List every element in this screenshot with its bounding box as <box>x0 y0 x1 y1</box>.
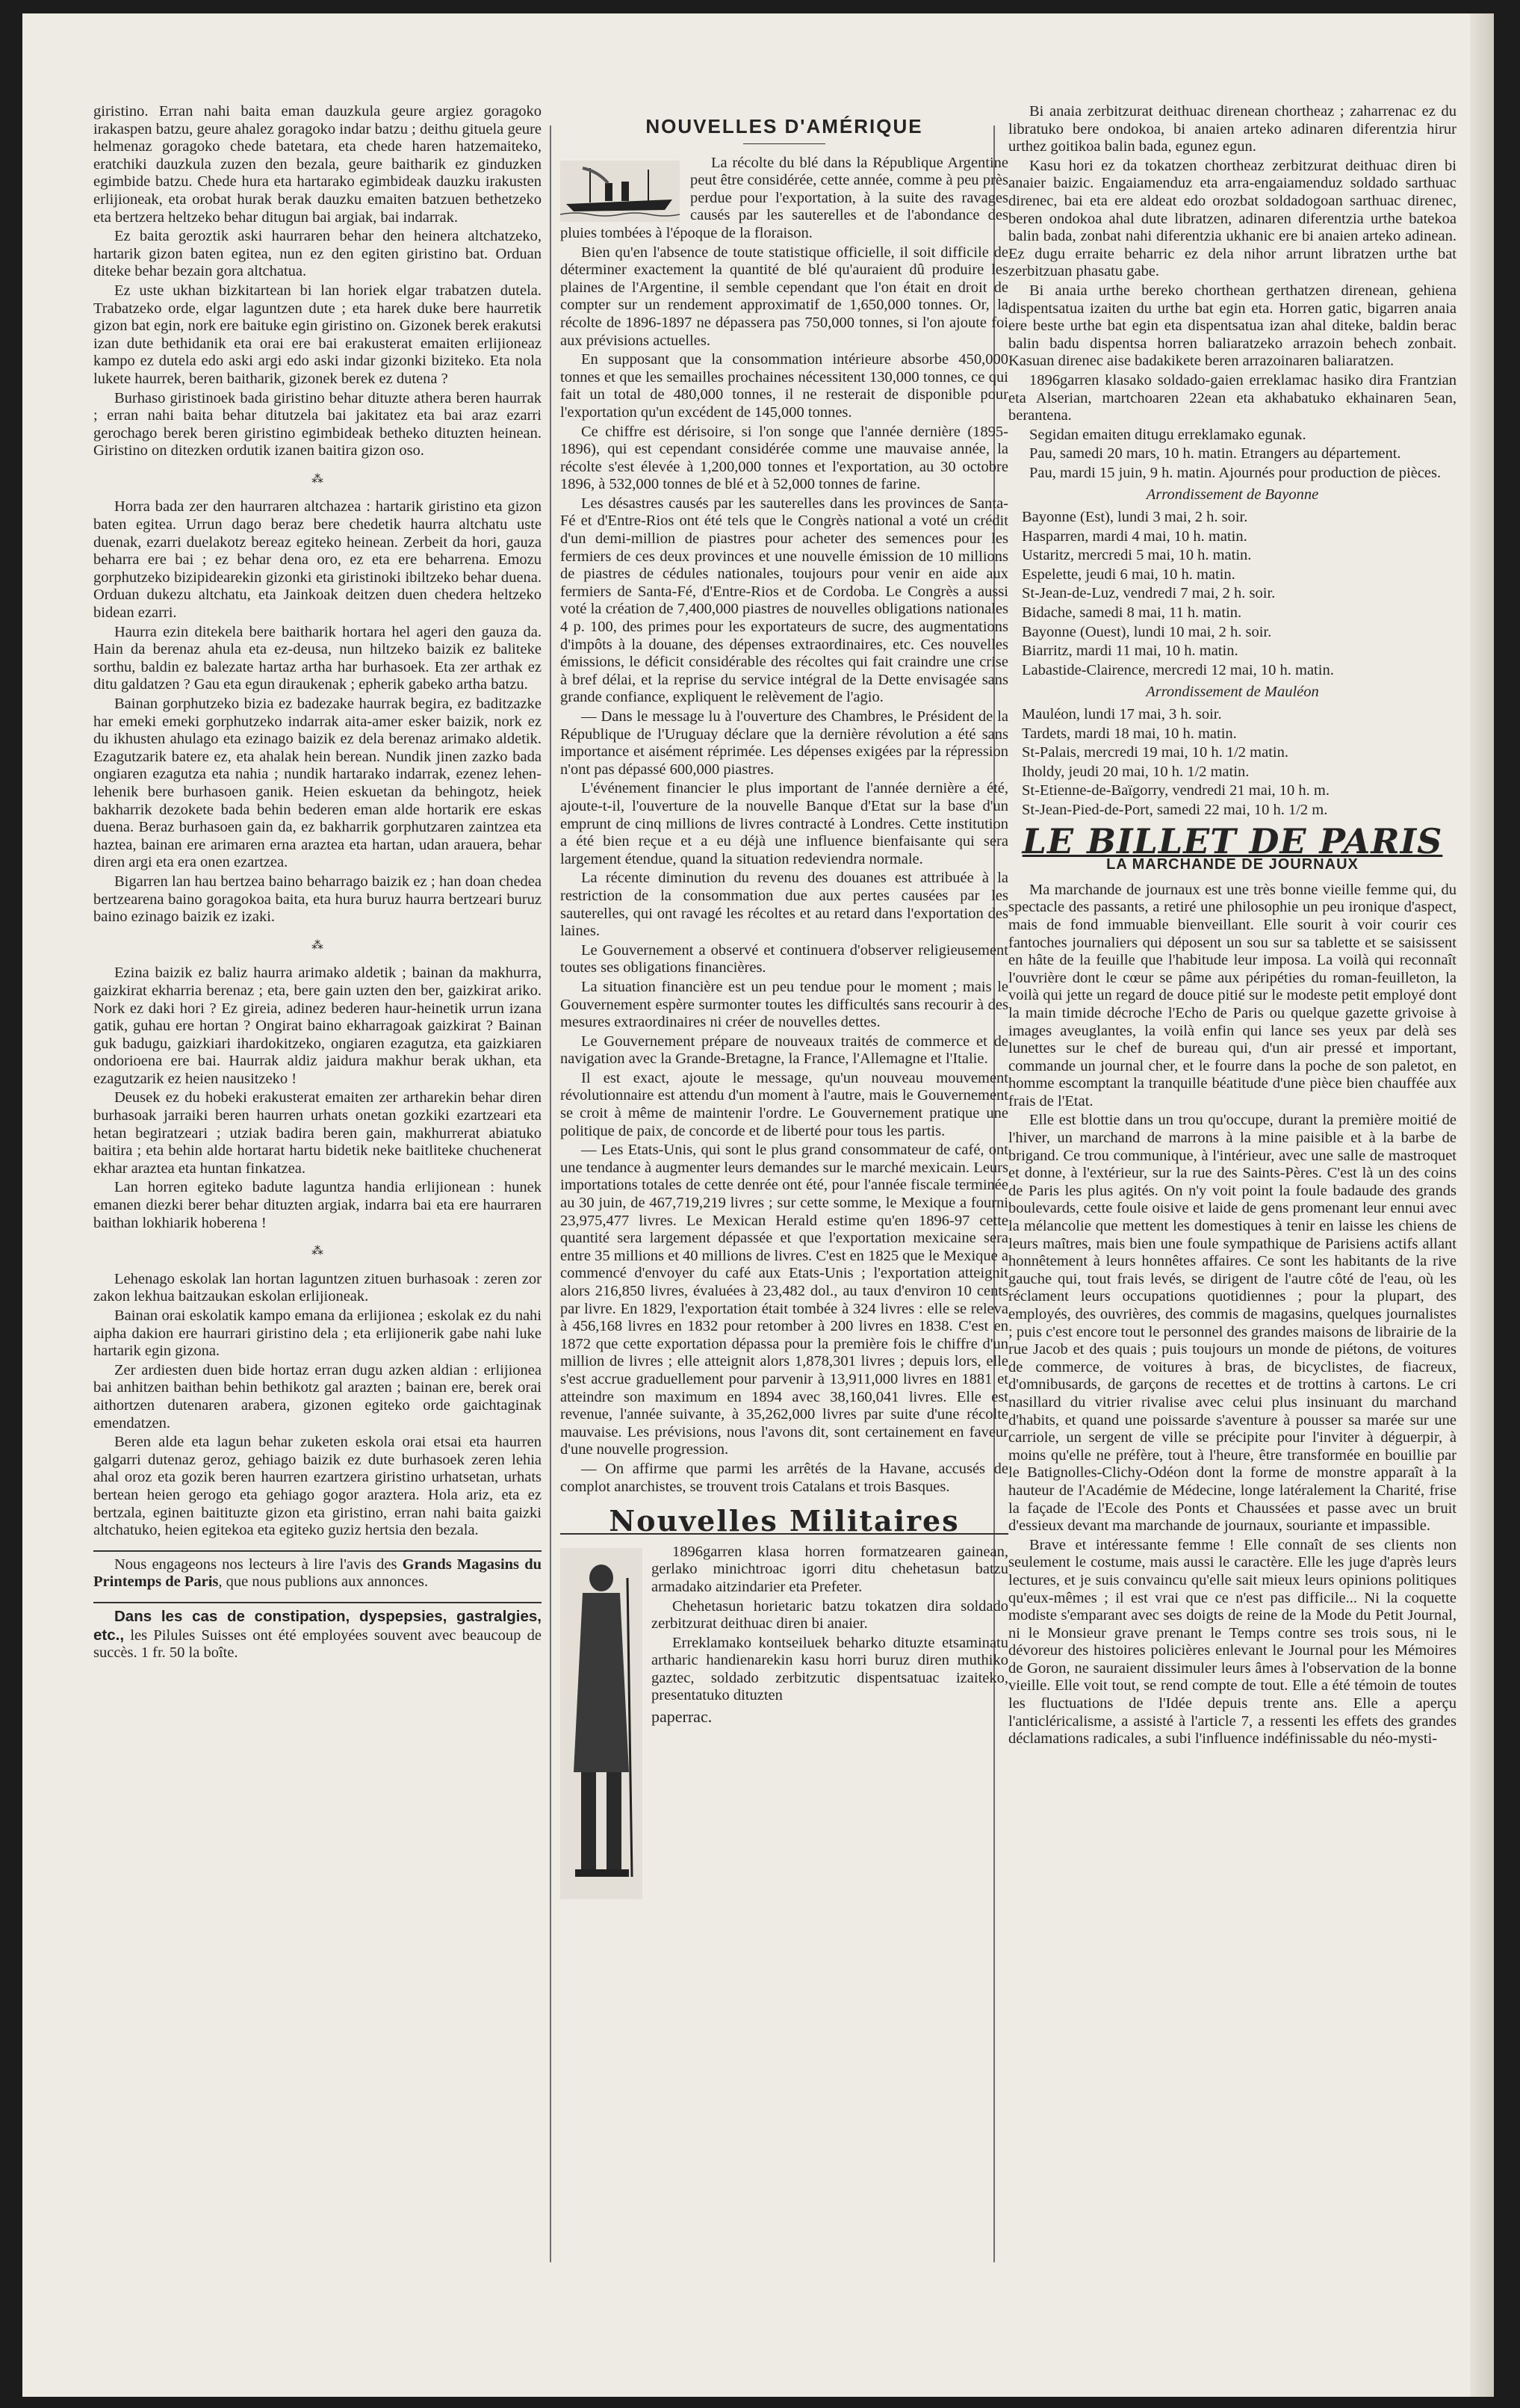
paragraph: Deusek ez du hobeki erakusterat emaiten zer artharekin behar diren burhasoak jarraiki beren haurren urhats onetan gozkiki ezartzeari eta hetan begiratzeari ; utziak badira beren gain, makhurrerat abiatuko baitira ; eta behin alde hortarat hartu bidetik neke baitliteke chuchenerat ekhar araztea eta huntan finkatzea. <box>93 1089 542 1177</box>
billet-title: LE BILLET DE PARIS <box>1022 820 1443 861</box>
paragraph: Ez baita geroztik aski haurraren behar den heinera altchatzeko, hartarik gizon baten egitea, nun ez den egiten giristino bat. Orduan diteke behar bezain gora altchatua. <box>93 228 542 280</box>
schedule-entry: Bayonne (Ouest), lundi 10 mai, 2 h. soir. <box>1022 623 1272 640</box>
schedule-entry: Hasparren, mardi 4 mai, 10 h. matin. <box>1022 527 1247 545</box>
notice-text: Dans les cas de constipation, dyspepsies, gastralgies, etc., les Pilules Suisses ont été employées souvent avec beaucoup de succès. 1 fr. 50 la boîte. <box>93 1607 542 1662</box>
notice-text: Nous engageons nos lecteurs à lire l'avis des Grands Magasins du Printemps de Paris, que nous publions aux annonces. <box>93 1556 542 1591</box>
notice-printemps <box>93 1550 542 1591</box>
store-name: Grands Magasins du Printemps de Paris <box>93 1556 542 1591</box>
paragraph: La récolte du blé dans la République Argentine peut être considérée, cette année, comme à peu près perdue pour l'exportation, à la suite des ravages causés par les sauterelles et de l'abondance des pluies tombées à l'époque de la floraison. <box>560 154 1008 241</box>
paragraph: La situation financière est un peu tendue pour le moment ; mais le Gouvernement espère surmonter toutes les difficultés sans recourir à des mesures extraordinaires ni créer de nouvelles dettes. <box>560 978 1008 1031</box>
paragraph: Ce chiffre est dérisoire, si l'on songe que l'année dernière (1895-1896), qui est cependant considérée comme une mauvaise année, la récolte s'est élevée à 1,200,000 tonnes et l'exportation, au 30 octobre 1896, à 532,000 tonnes de blé et à 52,000 tonnes de farine. <box>560 423 1008 493</box>
schedule-entry: St-Jean-de-Luz, vendredi 7 mai, 2 h. soir. <box>1022 585 1276 602</box>
heading-rule <box>743 143 825 144</box>
arrondissement-heading: Arrondissement de Mauléon <box>1146 684 1319 701</box>
column-military-and-billet <box>1008 103 1457 1750</box>
paragraph: Burhaso giristinoek bada giristino behar dituzte athera beren haurrak ; erran nahi baita behar ditutzela bai jakitatez eta bai araz ezarri gerochago berek beren giristino egimbideak betheko dituzten heinean. Giristino on ditezken ordutik izanen baitira gizon oso. <box>93 389 542 459</box>
illustration-caption: paperrac. <box>651 1707 713 1727</box>
section-heading: NOUVELLES D'AMÉRIQUE <box>645 115 923 137</box>
session-entry: Pau, mardi 15 juin, 9 h. matin. Ajournés pour production de pièces. <box>1029 464 1442 481</box>
soldier-block <box>560 1544 1008 1726</box>
paragraph: Ma marchande de journaux est une très bonne vieille femme qui, du spectacle des passants, a retiré une philosophie un peu ironique d'aspect, mais de fond immuable bienveillant. Elle sourit à voir courir ces fantoches journaliers qui déposent un sou sur sa tablette et se saisissent en hâte de la feuille que l'habitude leur imposa. La voilà qui reconnaît l'ouvrière dont le cœur se pâme aux péripéties du roman-feuilleton, la voilà qui jette un regard de douce pitié sur le modeste petit employé dont la main timide décroche l'Echo de Paris ou quelque gazette grivoise à images aveuglantes, la voilà enfin qui lance ses yeux par delà ses lunettes sur le chef de bureau qui, d'un air pressé et important, commande un journal cher, et le fourre dans la poche de son paletot, en homme escomptant la tranquille béatitude d'une pièce bien chauffée aux frais de l'Etat. <box>1008 881 1457 1109</box>
paragraph: Beren alde eta lagun behar zuketen eskola orai etsai eta haurren galgarri dutenaz geroz, gehiago baizik ez dute burhasoek zeren lehia ahal oroz eta gozik beren haurren ezartzera giristino urhatsetan, urhats bertean heien gerogo eta gehiago gogor araztera. Hola ariz, eta ez bertzala, eginen baitituzte gizon eta giristino, erran nahi baita gaizki altchatuko, heien egitekoa eta egiteko guziz hertsia den bezala. <box>93 1434 542 1539</box>
soldier-illustration <box>560 1548 642 1899</box>
schedule-entry: Biarritz, mardi 11 mai, 10 h. matin. <box>1022 643 1238 660</box>
schedule-entry: Mauléon, lundi 17 mai, 3 h. soir. <box>1022 706 1222 722</box>
newspaper-page <box>22 13 1494 2397</box>
paragraph: Bainan gorphutzeko bizia ez badezake haurrak begira, ez baditzazke har emeki emeki gorphutzeko indarrak aita-amer esker baizik, nork ez du ikhusten ahulago eta ezinago baizik ez dela berenaz arimako aldetik. Ezagutzarik batere ez, eta ahalak hein berean. Nundik jinen zazko bada ongiaren ezagutza eta nahia ; nundik hartarako indarrak, ezenez lehen-lehenik bere burhasoen ganik. Heien eskuetan da behingotz, heiek bakharrik dezokete bada behin bederen eman alde hortarik ere eskas duena. Beraz burhasoen gain da, ez bakharrik gorphutzaren zaintzea eta haztea, bainan ere arimaren erna araztea eta hartan, udan arauera, behar diren argi eta era onen ezartzea. <box>93 696 542 871</box>
paragraph: Erreklamako kontseiluek beharko dituzte etsaminatu artharic handienarekin kasu horri buruz diren muthiko gaztec, soldado zerbitzutic dispentsatuac izaiteko, presentatuko dituzten <box>651 1634 1008 1704</box>
paragraph: Brave et intéressante femme ! Elle connaît de ses clients non seulement le costume, mais aussi le caractère. Elle les juge d'après leurs lectures, et je suis convaincu qu'elle sait mieux leurs opinions politiques qu'eux-mêmes ; il est vrai que ce n'est pas difficile... Ni la coquette modiste s'emparant avec ses doigts de reine de la Mode du Petit Journal, ni le Monsieur grave prenant le Temps contre ses trois sous, ni le dévoreur des histoires policières enlevant le Journal pour les Mémoires de Goron, ne sauraient dissimuler leurs âmes à l'observation de la bonne vieille. Elle voit tout, se rend compte de tout. Elle a été témoin de toutes les fluctuations de l'Idée depuis trente ans. Elle a aperçu l'anticléricalisme, a assisté à l'article 7, a ressenti les effets des grandes déclamations radicales, a subi l'influence indéfinissable du néo-mysti- <box>1008 1536 1457 1748</box>
paragraph: Kasu hori ez da tokatzen chortheaz zerbitzurat deithuac diren bi anaier baizic. Engaiamenduz eta arra-engaiamenduz soldado sarthuac direnec, bai eta ere aldeat edo orozbat soldadogoan sarthuac direnec, beren ondokoa ahal dute libratzen, adinaren diferentzia urthe batekoa balin bada, zonbat nahi diferentzia ukhanic ere bi anaien arteko adinean. Ez dugu erraite beharric ez dela nihor arrunt libratzen urthe bat zerbitzuan phasatu gabe. <box>1008 157 1457 280</box>
paragraph: Bigarren lan hau bertzea baino beharrago baizik ez ; han doan chedea bertzearena baino goragokoa baita, eta hura buruz haurra bertzeari buruz baino ezinago baizik ez izaki. <box>93 873 542 926</box>
schedule-entry: Bidache, samedi 8 mai, 11 h. matin. <box>1022 604 1242 622</box>
steamship-illustration <box>560 161 680 222</box>
paragraph: Ezina baizik ez baliz haurra arimako aldetik ; bainan da makhurra, gaizkirat ekharria berenaz ; eta, bere gain uzten den ber, gaizkirat ariko. Nork ez daki hori ? Ez gireia, adinez bederen haur-heinetik urrun izana gatik, guhau ere hortan ? Ongirat baino ekharragoak gaizkirat ? Bainan guk badugu, gaizkiari ihardokitzeko, ongiaren ezagutza, eta gaizkiaren ondorioena ere bai. Haurrak aldiz jaidura makhur berak ukhan, eta ezagutzarik ez heien nausitzeko ! <box>93 965 542 1087</box>
paragraph: 1896garren klasako soldado-gaien erreklamac hasiko dira Frantzian eta Alserian, martchoaren 22ean eta akhabatuko ekhainaren 5ean, berantena. <box>1008 371 1457 424</box>
session-entry: Pau, samedi 20 mars, 10 h. matin. Etrangers au département. <box>1029 445 1401 462</box>
paragraph: — On affirme que parmi les arrêtés de la Havane, accusés de complot anarchistes, se trouvent trois Catalans et trois Basques. <box>560 1460 1008 1495</box>
column-basque-article <box>93 103 542 1664</box>
section-divider: ⁂ <box>311 472 323 486</box>
paragraph: La récente diminution du revenu des douanes est attribuée à la restriction de la consommation due aux pertes causées par les sauterelles, qui ont ravagé les récoltes et au retard dans l'exportation des laines. <box>560 870 1008 940</box>
paragraph: 1896garren klasa horren formatzearen gainean, gerlako minichtroac igorri ditu chehetasun batzu armadako aitzindarier eta Prefeter. <box>651 1543 1008 1595</box>
page-edge-shadow <box>1470 13 1494 2397</box>
paragraph: — Les Etats-Unis, qui sont le plus grand consommateur de café, ont une tendance à augmenter leurs demandes sur le marché mexicain. Leurs importations totales de cette denrée ont été, pour l'année fiscale terminée au 30 juin, de 467,719,219 livres ; sur cette somme, le Mexique a fourni 23,975,477 livres. Le Mexican Herald estime qu'en 1896-97 cette quantité sera largement dépassée et que l'exportation mexicaine sera entre 35 millions et 40 millions de livres. C'est en 1825 que le Mexique a commencé d'envoyer du café aux Etats-Unis ; l'exportation atteignit alors 216,850 livres, évaluées à 23,482 dol., au taux d'environ 10 cents par livre. En 1829, l'exportation était tombée à 324 livres : elle se releva à 456,168 livres en 1832 pour retomber à 200 livres en 1838. C'est en 1872 que cette exportation dépassa pour la première fois le chiffre d'un million de livres ; elle atteignit alors 1,878,301 livres ; depuis lors, elle s'est accrue graduellement pour parvenir à 13,911,000 livres en 1881 et atteindre son maximum en 1894 avec 38,160,041 livres. Elle est revenue, l'année suivante, à 35,262,000 livres par suite d'une récolte mauvaise. Les prévisions, nous l'avons dit, sont certainement en faveur d'une nouvelle progression. <box>560 1142 1008 1458</box>
paragraph: Bien qu'en l'absence de toute statistique officielle, il soit difficile de déterminer exactement la quantité de blé qu'auraient dû produire les plaines de l'Argentine, il semble cependant que l'on était en droit de compter sur un rendement approximatif de 1,650,000 tonnes. Or, la récolte de 1896-1897 ne dépassera pas 750,000 tonnes, si l'on ajoute foi aux prévisions actuelles. <box>560 244 1008 349</box>
paragraph: Horra bada zer den haurraren altchazea : hartarik giristino eta gizon baten egitea. Urrun dago beraz bere chedetik haurra altchatu uste duenak, ezarri duelakotz bereaz egiteko heinean. Zerbeit da hori, gauza beharra ere bai ; ez behar dena oro, ez eta ere beharrena. Emozu gorphutzeko bizipidearekin gizonki eta giristinoki ibiltzeko behar duena. Orduan dukezu altchatu, eta Jainkoak deitzen duen chedera heltzeko bidean ezarri. <box>93 498 542 622</box>
section-divider: ⁂ <box>311 1245 323 1258</box>
paragraph: Ez uste ukhan bizkitartean bi lan horiek elgar trabatzen dutela. Trabatzeko orde, elgar laguntzen dute ; eta harek duke bere haurretik gizon bat egin, nork ere baituke egin giristino on. Gizonek berek erakutsi izan dute bethidanik eta orai ere bai erakusterat emaiten erlijioneaz kampo ez dutela edo aski argi edo aski indar gizonki biziteko. Eta nola lukete haurrek, beren baitharik, gizonek berek ez dutena ? <box>93 282 542 387</box>
schedule-entry: Ustaritz, mercredi 5 mai, 10 h. matin. <box>1022 547 1252 564</box>
schedule-entry: Espelette, jeudi 6 mai, 10 h. matin. <box>1022 566 1235 583</box>
paragraph: Lan horren egiteko badute laguntza handia erlijionean : hunek emanen diezki berer behar dituzten argiak, indarra bai eta ere haurraren baithan lokhiarik hoberena ! <box>93 1179 542 1231</box>
notice-pilules <box>93 1602 542 1662</box>
paragraph: Zer ardiesten duen bide hortaz erran dugu azken aldian : erlijionea bai anhitzen baithan behin bethikotz gal arazten ; bainan ere, berek orai aithortzen dutenaren arabera, gizonen egiteko orde gaichtaginak emendatzen. <box>93 1361 542 1432</box>
schedule-entry: Bayonne (Est), lundi 3 mai, 2 h. soir. <box>1022 509 1248 526</box>
schedule-entry: Tardets, mardi 18 mai, 10 h. matin. <box>1022 725 1237 742</box>
schedule-entry: Iholdy, jeudi 20 mai, 10 h. 1/2 matin. <box>1022 763 1250 780</box>
paragraph: En supposant que la consommation intérieure absorbe 450,000 tonnes et que les semailles prochaines nécessitent 130,000 tonnes, ce qui fait un total de 480,000 tonnes, il ne resterait de disponible pour l'exportation qu'un excédent de 145,000 tonnes. <box>560 351 1008 421</box>
section-divider: ⁂ <box>311 938 323 952</box>
paragraph: L'événement financier le plus important de l'année dernière a été, ajoute-t-il, l'ouverture de la nouvelle Banque d'Etat sur la base d'un emprunt de cinq millions de livres contracté à Londres. Cette institution a été bien reçue et a eu déjà une influence bienfaisante qui sera largement étendue, quand la situation redeviendra normale. <box>560 780 1008 867</box>
paragraph: Il est exact, ajoute le message, qu'un nouveau mouvement révolutionnaire est attendu d'un moment à l'autre, mais le Gouvernement se croit à même de maintenir l'ordre. Le Gouvernement pratique une politique de paix, de concorde et de liberté pour tous les partis. <box>560 1069 1008 1139</box>
schedule-entry: St-Palais, mercredi 19 mai, 10 h. 1/2 matin. <box>1022 744 1288 761</box>
paragraph: Bi anaia urthe bereko chorthean gerthatzen direnean, gehiena dispentsatua izaiten du urthe bat egin eta. Horren gatic, bigarren anaia ere beste urthe bat egin eta dispentsatua izan ahal diteke, baldin berac balin badu dispentsa horren baliaratzeko arrazoin behech zonbait. Kasuan direnec aise badakikete beren arrazoinaren baliaratzen. <box>1008 282 1457 370</box>
paragraph: Elle est blottie dans un trou qu'occupe, durant la première moitié de l'hiver, un marchand de marrons à la mine paisible et à la barbe de brigand. Ce trou communique, à l'intérieur, avec une salle de mastroquet et donne, à l'extérieur, sur la rue des Saints-Pères. C'est là un des coins de Paris les plus agités. On n'y voit point la foule badaude des grands boulevards, cette foule oisive et laide de gens promenant leur ennui avec la mélancolie que mettent les domestiques à tenir en laisse les chiens de leurs maîtres, mais bien une foule sympathique de Parisiens actifs allant honnêtement à leurs honnêtes affaires. Ce sont les habitants de la rive gauche qui, tout frais levés, se dirigent de l'autre côté de l'eau, où les réclament leurs occupations quotidiennes ; pour la plupart, des employés, des ouvrières, des commis de magasins, quelques journalistes ; puis c'est encore tout le personnel des grandes maisons de librairie de la rue Jacob et des quais ; puis toujours un monde de piétons, de voitures de commerce, de voitures à bras, de bicyclistes, de fiacreux, d'omnibusards, de garçons de recettes et de trottins à cartons. Le cri nasillard du vitrier rivalise avec celui plus insinuant du marchand d'habits, et quand une poissarde s'aventure à pousser sa marée sur une carriole, un sergent de ville se précipite pour l'inviter à déguerpir, à moins qu'elle ne préfère, tout à l'heure, être transformée en bouillie par le Batignolles-Clichy-Odéon dont la forme de monstre apparaît à la hauteur de l'Académie de Médecine, longe latéralement la Charité, frise la façade de l'Ecole des Ponts et Chaussées et passe avec un bruit d'essieux devant ma marchande de journaux, souriante et impassible. <box>1008 1112 1457 1535</box>
paragraph: Le Gouvernement prépare de nouveaux traités de commerce et de navigation avec la Grande-Bretagne, la France, l'Allemagne et l'Italie. <box>560 1033 1008 1068</box>
schedule-entry: St-Etienne-de-Baïgorry, vendredi 21 mai, 10 h. m. <box>1022 782 1330 799</box>
paragraph: Les désastres causés par les sauterelles dans les provinces de Santa-Fé et d'Entre-Rios ont été tels que le Congrès national a voté un crédit d'un demi-million de piastres pour acheter des semences pour les fermiers de ces deux provinces et une nouvelle émission de 10 millions de piastres de cédules nationales, toujours pour venir en aide aux fermiers de Santa-Fé, d'Entre-Rios et de Cordoba. Le Congrès a aussi voté la création de 7,400,000 piastres de nouvelles obligations nationales 4 p. 100, des primes pour les exportateurs de sucre, des augmentations d'impôts à la douane, des dépenses extraordinaires, etc. Ces nouvelles émissions, le déficit considérable des récoltes qui fait craindre une crise à bref délai, et la reprise du service intégral de la Dette envisagée sans grande confiance, expliquent le relèvement de l'agio. <box>560 495 1008 706</box>
paragraph: — Dans le message lu à l'ouverture des Chambres, le Président de la République de l'Uruguay déclare que la dernière révolution a été sans importance et aisément réprimée. Les dépenses exigées par la répression n'ont pas dépassé 600,000 piastres. <box>560 708 1008 778</box>
paragraph: Lehenago eskolak lan hortan laguntzen zituen burhasoak : zeren zor zakon lekhua baitzaukan eskolan erlijioneak. <box>93 1270 542 1305</box>
paragraph: Haurra ezin ditekela bere baitharik hortara hel ageri den gauza da. Hain da berenaz ahula eta ez-deusa, nun hiltzeko baizik ez baliteke sorthu, baldin ez balezate hartaz artha har burhasoek. Eta zer arthak ez ditu galdatzen ? Gau eta egun diraukenak ; epherik gabeko artha batzu. <box>93 623 542 693</box>
paragraph: Bi anaia zerbitzurat deithuac direnean chortheaz ; zaharrenac ez du libratuko bere ondokoa, bi anaien arteko adinaren diferentzia hirur urthez goitikoa balin bada, egunez egun. <box>1008 103 1457 155</box>
schedule-entry: Labastide-Clairence, mercredi 12 mai, 10 h. matin. <box>1022 661 1334 678</box>
section-heading-militaires: Nouvelles Militaires <box>560 1512 1008 1535</box>
schedule-entry: St-Jean-Pied-de-Port, samedi 22 mai, 10 h. 1/2 m. <box>1022 801 1328 818</box>
billet-subtitle: LA MARCHANDE DE JOURNAUX <box>1106 856 1359 873</box>
paragraph: Chehetasun horietaric batzu tokatzen dira soldado zerbitzurat deithuac diren bi anaier. <box>651 1597 1008 1632</box>
arrondissement-heading: Arrondissement de Bayonne <box>1146 486 1319 504</box>
paragraph: giristino. Erran nahi baita eman dauzkula geure argiez goragoko irakaspen batzu, geure ahalez goragoko indar batzu ; deithu gituela geure helmenaz goragoko chede batetara, eta chede haren hatzemaiteko, eratchiki dauzkula zuzen den bezala, geure baitharik ez ginduzken egimbide batzu. Chede hura eta hartarako egimbideak dauzku irakusten erlijioneak, eta orobat hurak berak dauzku emaiten batzuen bethetzeko eta bertzera heltzeko behar ditugun bai argiak, bai indarrak. <box>93 103 542 226</box>
column-rule <box>550 126 551 2262</box>
paragraph: Bainan orai eskolatik kampo emana da erlijionea ; eskolak ez du nahi aipha dakion ere haurrari giristino dela ; eta erlijionerik gabe nahi luke hartarik egin gizona. <box>93 1307 542 1360</box>
paragraph: Segidan emaiten ditugu erreklamako egunak. <box>1029 426 1306 443</box>
column-nouvelles-amerique <box>560 103 1008 1902</box>
paragraph: Le Gouvernement a observé et continuera d'observer religieusement toutes ses obligations financières. <box>560 941 1008 976</box>
